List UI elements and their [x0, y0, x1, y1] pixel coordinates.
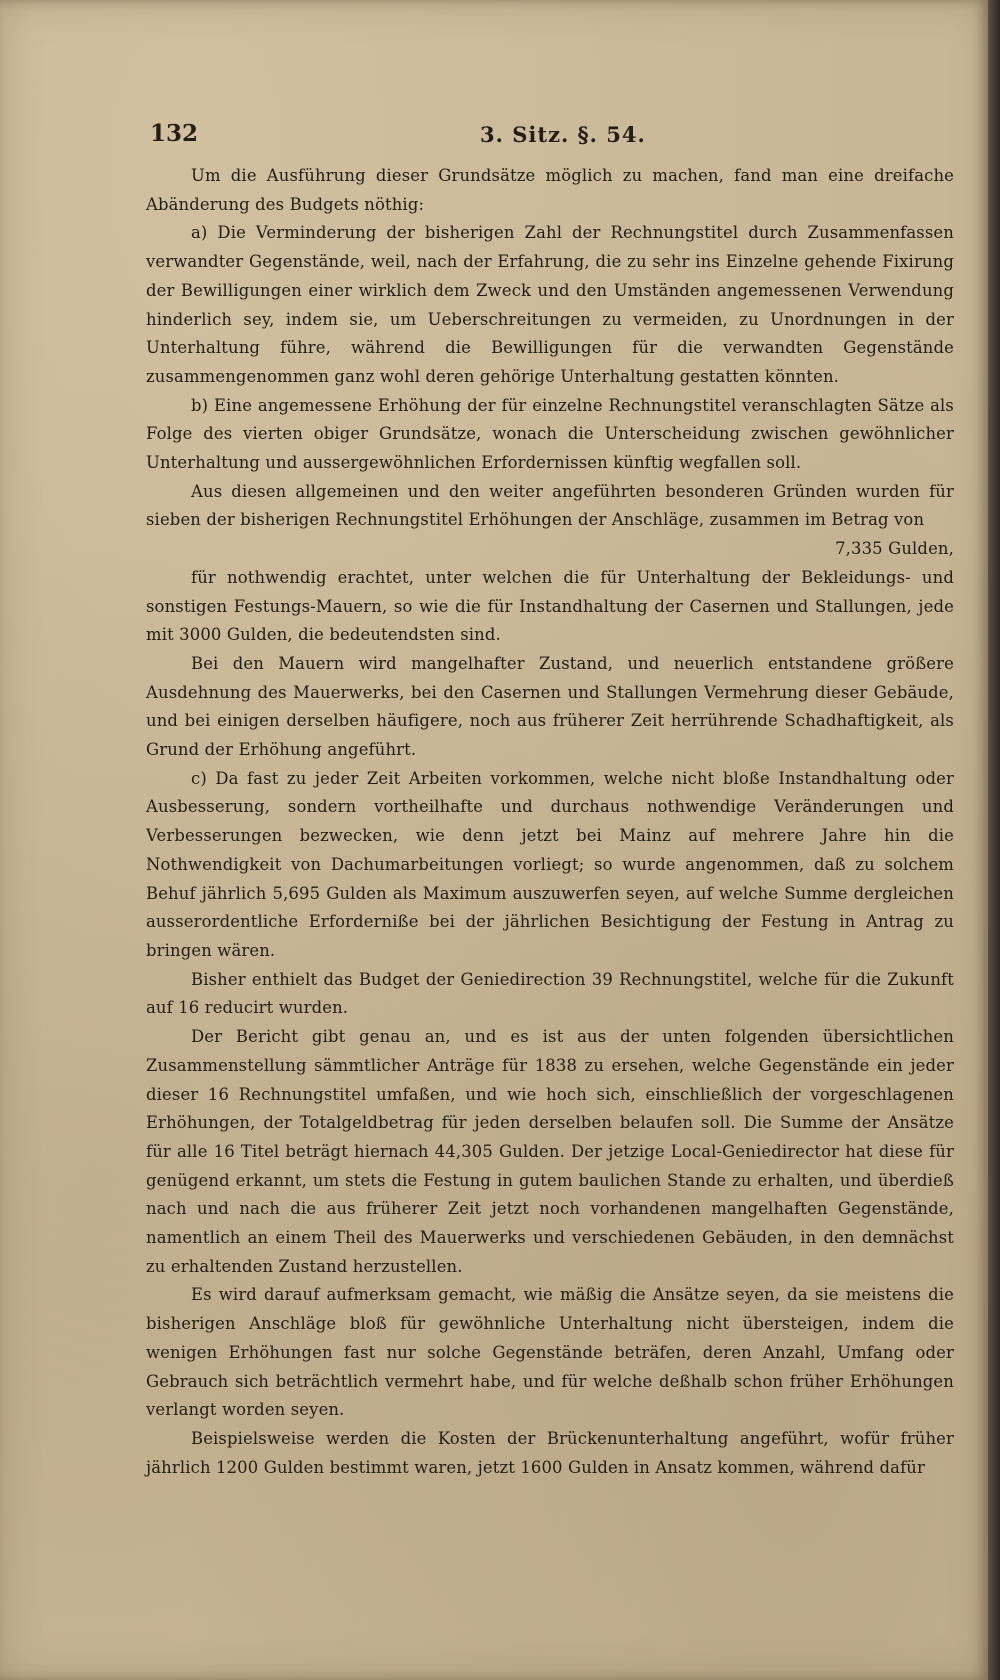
- paragraph-increases: Aus diesen allgemeinen und den weiter angeführten besonderen Gründen wurden für sieben der bisherigen Rechnungstitel Erhöhungen der Anschläge, zusammen im Betrag von: [146, 481, 954, 530]
- paragraph-point-b: b) Eine angemessene Erhöhung der für einzelne Rechnungstitel veranschlagten Sätze als Folge des vierten obiger Grundsätze, wonach die Unterscheidung zwischen gewöhnlicher Unterhaltung und aussergewöhnlichen Erfordernissen künftig wegfallen soll.: [146, 395, 954, 473]
- running-head: 3. Sitz. §. 54.: [480, 122, 646, 147]
- paragraph-budget-titles: Bisher enthielt das Budget der Geniedirection 39 Rechnungstitel, welche für die Zukunft auf 16 reducirt wurden.: [146, 969, 954, 1018]
- paragraph-amount: 7,335 Gulden,: [835, 539, 954, 559]
- paragraph-walls: Bei den Mauern wird mangelhafter Zustand, und neuerlich entstandene größere Ausdehnung des Mauerwerks, bei den Casernen und Stallungen Vermehrung dieser Gebäude, und bei einigen derselben häufigere, noch aus früherer Zeit herrührende Schadhaftigkeit, als Grund der Erhöhung angeführt.: [146, 653, 954, 760]
- paragraph-necessary: für nothwendig erachtet, unter welchen die für Unterhaltung der Bekleidungs- und sonstigen Festungs-Mauern, so wie die für Instandhaltung der Casernen und Stallungen, jede mit 3000 Gulden, die bedeutendsten sind.: [146, 567, 954, 645]
- paragraph-point-a: a) Die Verminderung der bisherigen Zahl der Rechnungstitel durch Zusammenfassen verwandter Gegenstände, weil, nach der Erfahrung, die zu sehr ins Einzelne gehende Fixirung der Bewilligungen einer wirklich dem Zweck und den Umständen angemessenen Verwendung hinderlich sey, indem sie, um Ueberschreitungen zu vermeiden, zu Unordnungen in der Unterhaltung führe, während die Bewilligungen für die verwandten Gegenstände zusammengenommen ganz wohl deren gehörige Unterhaltung gestatten könnten.: [146, 223, 954, 386]
- book-edge: [988, 0, 1000, 1680]
- paragraph-report: Der Bericht gibt genau an, und es ist aus der unten folgenden übersichtlichen Zusammenstellung sämmtlicher Anträge für 1838 zu ersehen, welche Gegenstände ein jeder dieser 16 Rechnungstitel umfaßen, und wie hoch sich, einschließlich der vorgeschlagenen Erhöhungen, der Totalgeldbetrag für jeden derselben belaufen soll. Die Summe der Ansätze für alle 16 Titel beträgt hiernach 44,305 Gulden. Der jetzige Local-Geniedirector hat diese für genügend erkannt, um stets die Festung in gutem baulichen Stande zu erhalten, und überdieß nach und nach die aus früherer Zeit jetzt noch vorhandenen mangelhaften Gegenstände, namentlich an einem Theil des Mauerwerks und verschiedenen Gebäuden, in den demnächst zu erhaltenden Zustand herzustellen.: [146, 1027, 954, 1276]
- paragraph-moderate: Es wird darauf aufmerksam gemacht, wie mäßig die Ansätze seyen, da sie meistens die bisherigen Anschläge bloß für gewöhnliche Unterhaltung nicht übersteigen, indem die wenigen Erhöhungen fast nur solche Gegenstände beträfen, deren Anzahl, Umfang oder Gebrauch sich beträchtlich vermehrt habe, und für welche deßhalb schon früher Erhöhungen verlangt worden seyen.: [146, 1285, 954, 1420]
- body-text: [146, 162, 954, 1482]
- page-header: [150, 120, 970, 160]
- paragraph-intro: Um die Ausführung dieser Grundsätze möglich zu machen, fand man eine dreifache Abänderung des Budgets nöthig:: [146, 166, 954, 214]
- paragraph-example: Beispielsweise werden die Kosten der Brückenunterhaltung angeführt, wofür früher jährlich 1200 Gulden bestimmt waren, jetzt 1600 Gulden in Ansatz kommen, während dafür: [146, 1428, 954, 1477]
- page-number: 132: [150, 120, 199, 147]
- paragraph-point-c: c) Da fast zu jeder Zeit Arbeiten vorkommen, welche nicht bloße Instandhaltung oder Ausbesserung, sondern vortheilhafte und durchaus nothwendige Veränderungen und Verbesserungen bezwecken, wie denn jetzt bei Mainz auf mehrere Jahre hin die Nothwendigkeit von Dachumarbeitungen vorliegt; so wurde angenommen, daß zu solchem Behuf jährlich 5,695 Gulden als Maximum auszuwerfen seyen, auf welche Summe dergleichen ausserordentliche Erforderniße bei der jährlichen Besichtigung der Festung in Antrag zu bringen wären.: [146, 768, 954, 960]
